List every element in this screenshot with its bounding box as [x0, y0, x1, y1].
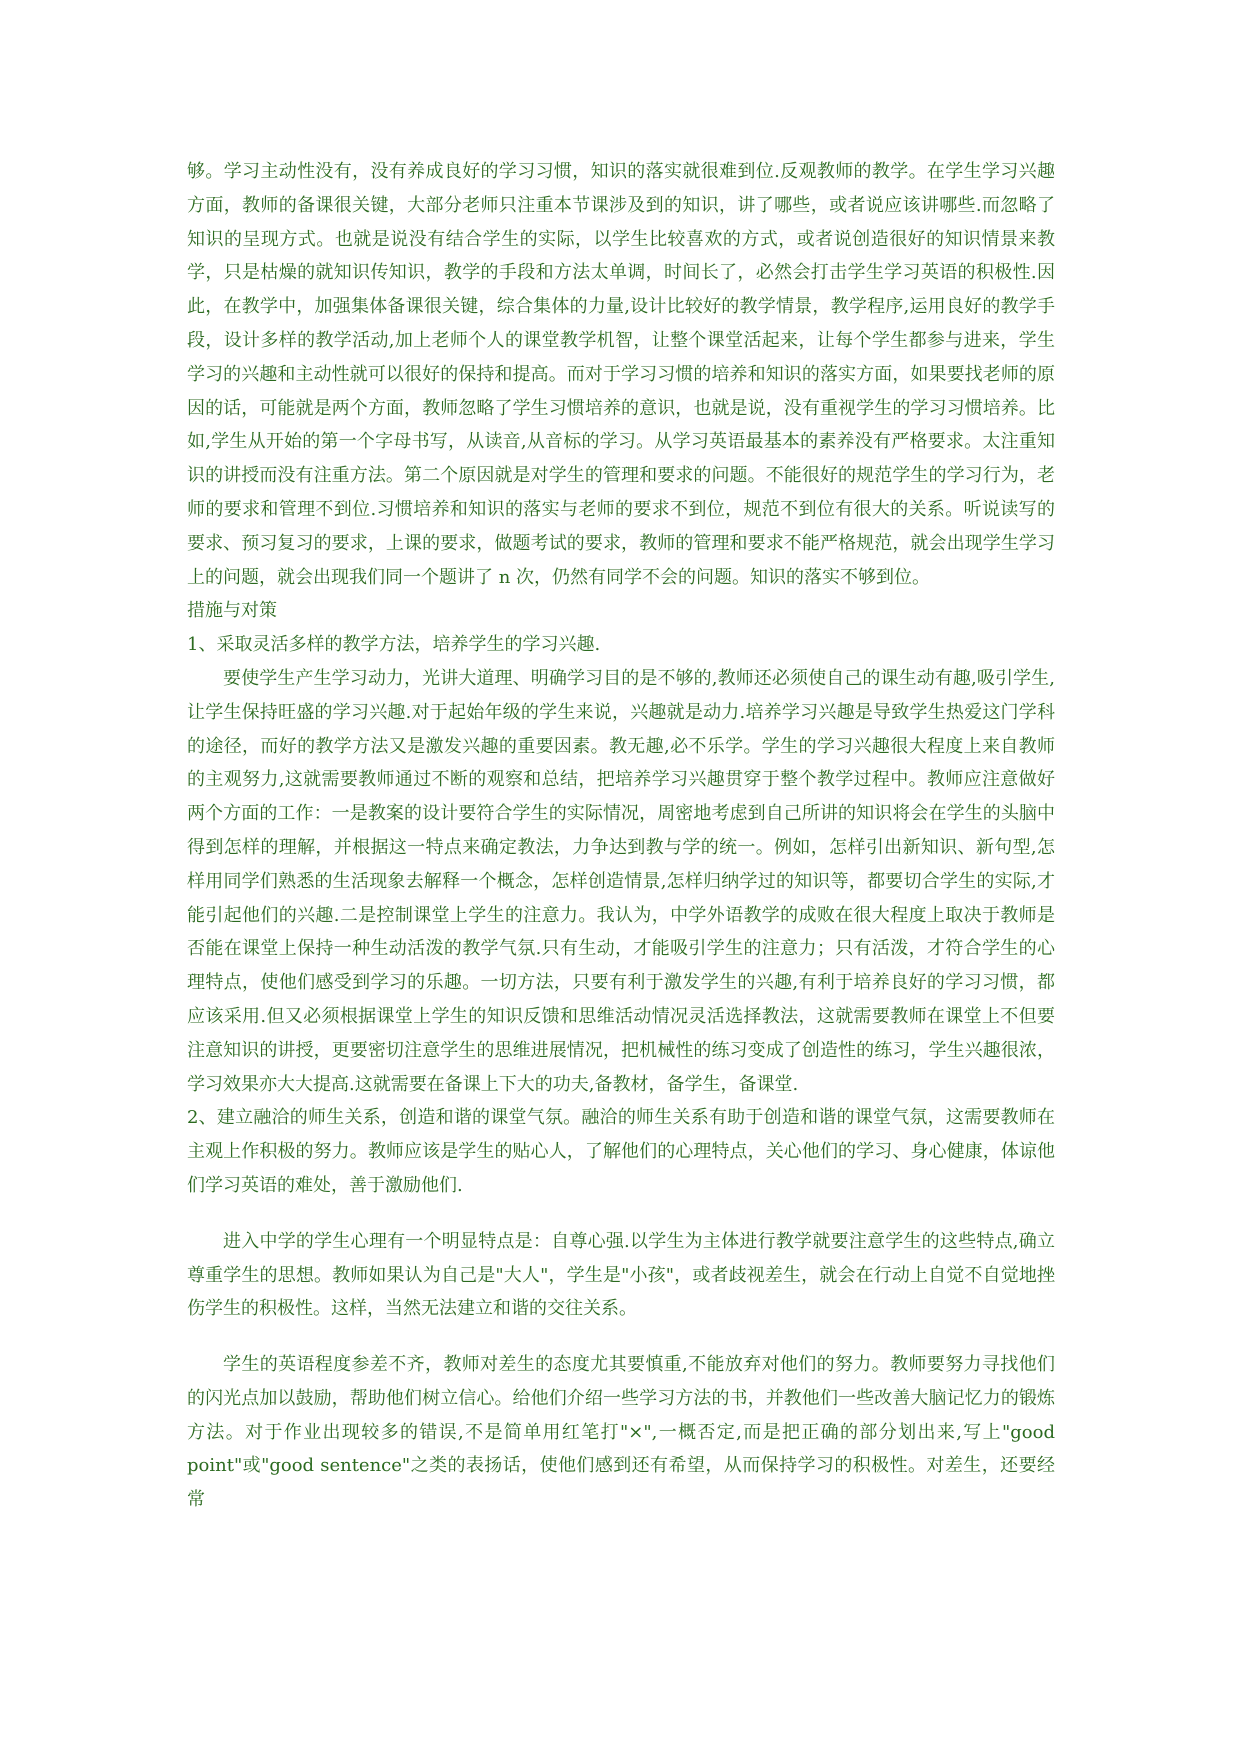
subheading-teacher-student-relation: 2、建立融洽的师生关系，创造和谐的课堂气氛。融洽的师生关系有助于创造和谐的课堂气氛，这需要教师在主观上作积极的努力。教师应该是学生的贴心人，了解他们的心理特点，关心他们的学习、身心健康，体谅他们学习英语的难处，善于激励他们.: [187, 1107, 1055, 1196]
section-heading-measures: 措施与对策: [187, 600, 277, 622]
paragraph-weak-students: 学生的英语程度参差不齐，教师对差生的态度尤其要慎重,不能放弃对他们的努力。教师要努力寻找他们的闪光点加以鼓励，帮助他们树立信心。给他们介绍一些学习方法的书，并教他们一些改善大脑记忆力的锻炼方法。对于作业出现较多的错误,不是简单用红笔打"×",一概否定,而是把正确的部分划出来,写上"good point"或"good sentence"之类的表扬话，使他们感到还有希望，从而保持学习的积极性。对差生，还要经常: [187, 1354, 1055, 1511]
paragraph-interest: 要使学生产生学习动力，光讲大道理、明确学习目的是不够的,教师还必须使自己的课生动有趣,吸引学生,让学生保持旺盛的学习兴趣.对于起始年级的学生来说，兴趣就是动力.培养学习兴趣是导致学生热爱这门学科的途径，而好的教学方法又是激发兴趣的重要因素。教无趣,必不乐学。学生的学习兴趣很大程度上来自教师的主观努力,这就需要教师通过不断的观察和总结，把培养学习兴趣贯穿于整个教学过程中。教师应注意做好两个方面的工作：一是教案的设计要符合学生的实际情况，周密地考虑到自己所讲的知识将会在学生的头脑中得到怎样的理解，并根据这一特点来确定教法，力争达到教与学的统一。例如，怎样引出新知识、新句型,怎样用同学们熟悉的生活现象去解释一个概念，怎样创造情景,怎样归纳学过的知识等，都要切合学生的实际,才能引起他们的兴趣.二是控制课堂上学生的注意力。我认为，中学外语教学的成败在很大程度上取决于教师是否能在课堂上保持一种生动活泼的教学气氛.只有生动，才能吸引学生的注意力；只有活泼，才符合学生的心理特点，使他们感受到学习的乐趣。一切方法，只要有利于激发学生的兴趣,有利于培养良好的学习习惯，都应该采用.但又必须根据课堂上学生的知识反馈和思维活动情况灵活选择教法，这就需要教师在课堂上不但要注意知识的讲授，更要密切注意学生的思维进展情况，把机械性的练习变成了创造性的练习，学生兴趣很浓，学习效果亦大大提高.这就需要在备课上下大的功夫,备教材，备学生，备课堂.: [187, 667, 1055, 1095]
document-page: [187, 155, 1055, 1517]
paragraph-self-esteem: 进入中学的学生心理有一个明显特点是：自尊心强.以学生为主体进行教学就要注意学生的这些特点,确立尊重学生的思想。教师如果认为自己是"大人"，学生是"小孩"，或者歧视差生，就会在行动上自觉不自觉地挫伤学生的积极性。这样，当然无法建立和谐的交往关系。: [187, 1230, 1055, 1320]
paragraph-analysis: 够。学习主动性没有，没有养成良好的学习习惯，知识的落实就很难到位.反观教师的教学。在学生学习兴趣方面，教师的备课很关键，大部分老师只注重本节课涉及到的知识，讲了哪些，或者说应该讲哪些.而忽略了知识的呈现方式。也就是说没有结合学生的实际，以学生比较喜欢的方式，或者说创造很好的知识情景来教学，只是枯燥的就知识传知识，教学的手段和方法太单调，时间长了，必然会打击学生学习英语的积极性.因此，在教学中，加强集体备课很关键，综合集体的力量,设计比较好的教学情景，教学程序,运用良好的教学手段，设计多样的教学活动,加上老师个人的课堂教学机智，让整个课堂活起来，让每个学生都参与进来，学生学习的兴趣和主动性就可以很好的保持和提高。而对于学习习惯的培养和知识的落实方面，如果要找老师的原因的话，可能就是两个方面，教师忽略了学生习惯培养的意识，也就是说，没有重视学生的学习习惯培养。比如,学生从开始的第一个字母书写，从读音,从音标的学习。从学习英语最基本的素养没有严格要求。太注重知识的讲授而没有注重方法。第二个原因就是对学生的管理和要求的问题。不能很好的规范学生的学习行为，老师的要求和管理不到位.习惯培养和知识的落实与老师的要求不到位，规范不到位有很大的关系。听说读写的要求、预习复习的要求，上课的要求，做题考试的要求，教师的管理和要求不能严格规范，就会出现学生学习上的问题，就会出现我们同一个题讲了 n 次，仍然有同学不会的问题。知识的落实不够到位。: [187, 161, 1055, 588]
subheading-teaching-methods: 1、采取灵活多样的教学方法，培养学生的学习兴趣.: [187, 634, 601, 656]
